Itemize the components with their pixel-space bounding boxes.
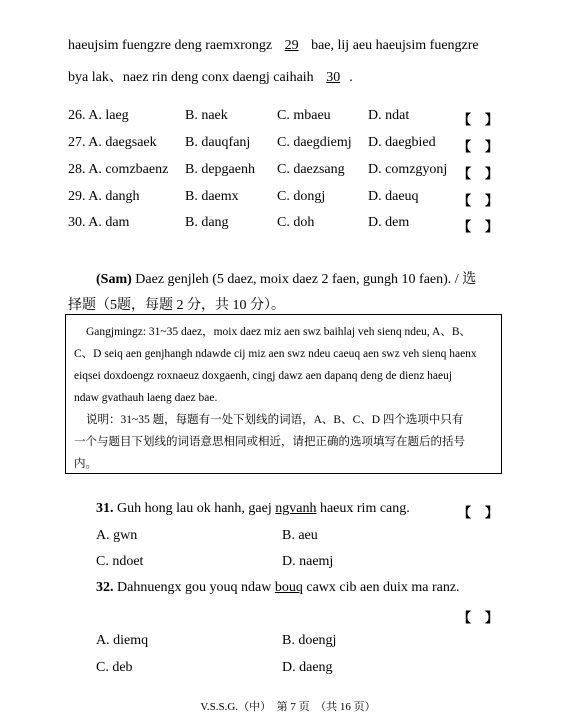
underlined-word: bouq [274, 580, 303, 595]
option-d: D. daeng [282, 660, 333, 675]
option-c: C. deb [96, 660, 133, 675]
option-c: C. daezsang [277, 162, 345, 177]
instruction-box: Gangjmingz: 31~35 daez，moix daez miz aen swz baihlaj veh sienq ndeu, A、B、 C、D seiq aen genjhangh ndawde cij miz aen swz ndeu caeuq aen swz veh sienq haenx eiqsei doxdoengz roxnaeuz doxgaenh, cingj dawz aen dapanq deng de dienz haeuj ndaw gvathauh laeng daez bae. 说明：31~35 题，每题有一处下划线的词语，A、B、C、D 四个选项中只有 一个与题目下划线的词语意思相同或相近，请把正确的选项填写在题后的括号 内。 [65, 314, 502, 474]
answer-bracket[interactable]: 【 】 [458, 113, 498, 128]
passage-line-2 [68, 66, 353, 86]
option-c: C. daegdiemj [277, 135, 352, 150]
question-stem: 31. Guh hong lau ok hanh, gaej ngvanh haeux rim cang. [96, 501, 410, 516]
option-a: A. diemq [96, 633, 149, 648]
option-d: D. ndat [368, 108, 410, 123]
question-number: 26. A. laeg [68, 108, 129, 123]
option-c: C. ndoet [96, 554, 144, 569]
option-d: D. comzgyonj [368, 162, 448, 177]
question-stem: 32. Dahnuengx gou youq ndaw bouq cawx cib aen duix ma ranz. [96, 580, 460, 595]
answer-bracket[interactable]: 【 】 [458, 611, 498, 626]
passage-text: . [349, 70, 353, 85]
option-a: A. gwn [96, 528, 138, 543]
section-heading-line-2: 择题（5题，每题 2 分，共 10 分）。 [68, 298, 285, 313]
blank-29: 29 [284, 38, 299, 53]
question-number: 30. A. dam [68, 215, 130, 230]
option-d: D. dem [368, 215, 410, 230]
underlined-word: ngvanh [275, 501, 317, 516]
option-c: C. dongj [277, 189, 326, 204]
option-b: B. aeu [282, 528, 318, 543]
passage-text: bya lak、naez rin deng conx daengj caihaih [68, 70, 314, 85]
option-b: B. dang [185, 215, 229, 230]
question-number: 27. A. daegsaek [68, 135, 157, 150]
section-heading: (Sam) Daez genjleh (5 daez, moix daez 2 faen, gungh 10 faen). / 选 [96, 272, 477, 287]
option-b: B. naek [185, 108, 228, 123]
answer-bracket[interactable]: 【 】 [458, 167, 498, 182]
blank-30: 30 [326, 70, 341, 85]
passage-text: bae, lij aeu haeujsim fuengzre [311, 38, 479, 53]
question-number: 28. A. comzbaenz [68, 162, 169, 177]
answer-bracket[interactable]: 【 】 [458, 506, 498, 521]
option-b: B. daemx [185, 189, 239, 204]
option-c: C. doh [277, 215, 315, 230]
option-d: D. daeuq [368, 189, 419, 204]
page-footer: V.S.S.G.（中） 第 7 页 （共 16 页） [200, 701, 376, 713]
option-c: C. mbaeu [277, 108, 331, 123]
answer-bracket[interactable]: 【 】 [458, 194, 498, 209]
option-b: B. depgaenh [185, 162, 255, 177]
section-label: (Sam) [96, 272, 132, 287]
option-d: D. naemj [282, 554, 334, 569]
answer-bracket[interactable]: 【 】 [458, 140, 498, 155]
answer-bracket[interactable]: 【 】 [458, 220, 498, 235]
passage-text: haeujsim fuengzre deng raemxrongz [68, 38, 273, 53]
option-d: D. daegbied [368, 135, 436, 150]
option-b: B. doengj [282, 633, 337, 648]
option-b: B. dauqfanj [185, 135, 251, 150]
question-number: 29. A. dangh [68, 189, 140, 204]
passage-line-1 [68, 38, 479, 54]
